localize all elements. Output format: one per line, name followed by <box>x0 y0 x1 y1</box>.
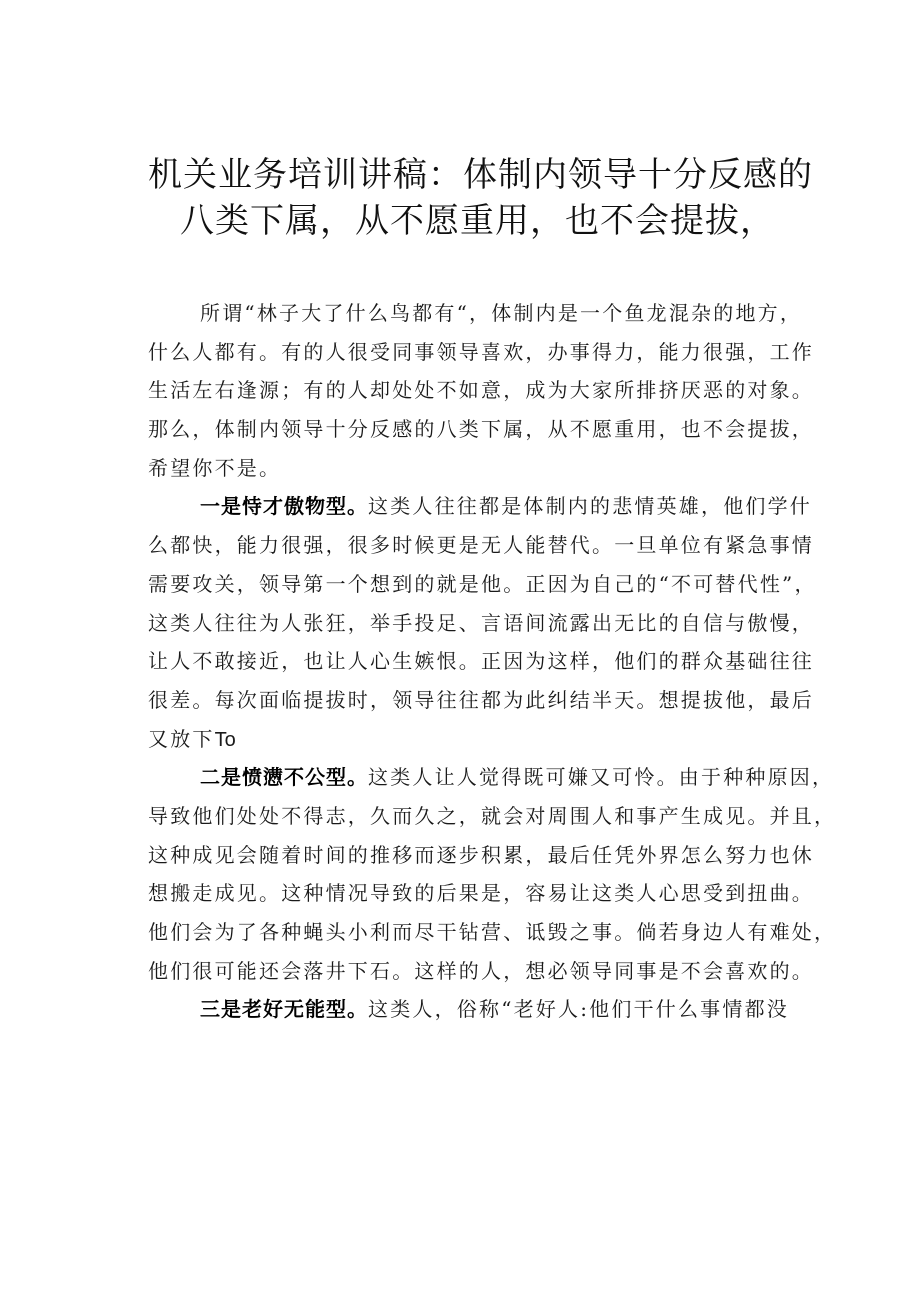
document-body <box>148 294 837 1029</box>
paragraph-line: 这种成见会随着时间的推移而逐步积累，最后任凭外界怎么努力也休 <box>148 842 814 867</box>
section-heading: 二是愤懑不公型。 <box>200 765 368 790</box>
paragraph-line: 这类人往往为人张狂，举手投足、言语间流露出无比的自信与傲慢， <box>148 610 814 635</box>
paragraph-text-latin: To <box>214 728 236 751</box>
paragraph-line: 想搬走成见。这种情况导致的后果是，容易让这类人心思受到扭曲。 <box>148 881 814 906</box>
paragraph-line: 他们会为了各种蝇头小利而尽干钻营、诋毁之事。倘若身边人有难处， <box>148 920 837 944</box>
paragraph-first-line <box>148 758 835 797</box>
paragraph-text: 这类人往往都是体制内的悲情英雄，他们学什 <box>368 494 812 519</box>
paragraph-line: 那么，体制内领导十分反感的八类下属，从不愿重用，也不会提拔， <box>148 417 814 442</box>
paragraph-line: 生活左右逢源；有的人却处处不如意，成为大家所排挤厌恶的对象。 <box>148 378 814 403</box>
paragraph-text: 这类人，俗称“老好人:他们干什么事情都没 <box>368 997 789 1022</box>
paragraph-line: 很差。每次面临提拔时，领导往往都为此纠结半天。想提拔他，最后 <box>148 687 814 712</box>
section-heading: 一是恃才傲物型。 <box>200 494 368 519</box>
paragraph-type-1 <box>148 487 817 758</box>
paragraph-text: 这类人让人觉得既可嫌又可怜。由于种种原因， <box>368 765 835 790</box>
paragraph-first-line <box>148 990 813 1029</box>
paragraph-line: 让人不敢接近，也让人心生嫉恨。正因为这样，他们的群众基础往往 <box>148 649 814 674</box>
section-heading: 三是老好无能型。 <box>200 997 368 1022</box>
paragraph-line: 他们很可能还会落井下石。这样的人，想必领导同事是不会喜欢的。 <box>148 958 814 983</box>
paragraph-last-line <box>148 720 813 759</box>
title-line-2: 八类下属，从不愿重用，也不会提拔， <box>180 201 775 241</box>
paragraph-type-2 <box>148 758 837 990</box>
paragraph-line: 需要攻关，领导第一个想到的就是他。正因为自己的“不可替代性”， <box>148 571 817 596</box>
paragraph-type-3 <box>148 990 813 1029</box>
paragraph-line: 什么人都有。有的人很受同事领导喜欢，办事得力，能力很强，工作 <box>148 339 814 364</box>
paragraph-text: 又放下 <box>148 726 215 751</box>
paragraph-first-line <box>148 487 813 526</box>
paragraph-line: 希望你不是。 <box>148 455 282 480</box>
title-line-1: 机关业务培训讲稿：体制内领导十分反感的 <box>148 155 813 195</box>
paragraph-line: 导致他们处处不得志，久而久之，就会对周围人和事产生成见。并且， <box>148 803 837 828</box>
document-title <box>120 152 813 244</box>
paragraph-line: 么都快，能力很强，很多时候更是无人能替代。一旦单位有紧急事情 <box>148 533 814 558</box>
paragraph-line: 所谓“林子大了什么鸟都有“，体制内是一个鱼龙混杂的地方， <box>200 301 803 325</box>
paragraph-intro <box>148 294 813 487</box>
